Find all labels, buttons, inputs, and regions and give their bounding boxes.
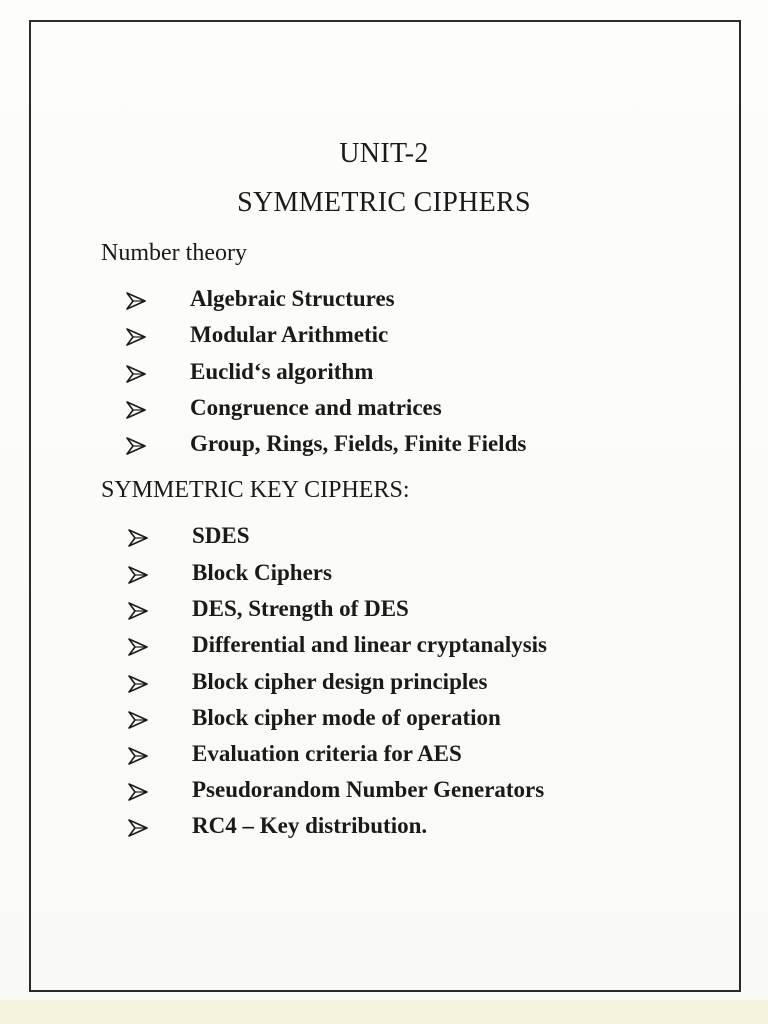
arrow-bullet-icon xyxy=(125,363,147,385)
arrow-bullet-icon xyxy=(127,709,149,731)
list-item xyxy=(0,560,700,594)
list-item xyxy=(0,669,700,703)
list-item xyxy=(0,632,700,666)
list-item xyxy=(0,431,700,465)
list-item xyxy=(0,523,700,557)
arrow-bullet-icon xyxy=(127,564,149,586)
arrow-bullet-icon xyxy=(127,781,149,803)
list-item xyxy=(0,777,700,811)
unit-title: UNIT-2 xyxy=(339,138,429,169)
list-item xyxy=(0,596,700,630)
arrow-bullet-icon xyxy=(127,673,149,695)
list-item-text: RC4 – Key distribution. xyxy=(192,813,428,838)
subject-title: SYMMETRIC CIPHERS xyxy=(237,187,531,218)
list-item-text: Congruence and matrices xyxy=(190,395,442,420)
list-item-text: DES, Strength of DES xyxy=(192,596,409,621)
list-item-text: Block cipher mode of operation xyxy=(192,705,501,730)
list-item xyxy=(0,286,700,320)
list-item-text: Block cipher design principles xyxy=(192,669,488,694)
list-item-text: Evaluation criteria for AES xyxy=(192,741,462,766)
list-item-text: Euclid‘s algorithm xyxy=(190,359,374,384)
arrow-bullet-icon xyxy=(125,326,147,348)
list-item-text: Block Ciphers xyxy=(192,560,332,585)
list-item xyxy=(0,705,700,739)
list-item-text: Group, Rings, Fields, Finite Fields xyxy=(190,431,527,456)
arrow-bullet-icon xyxy=(127,745,149,767)
arrow-bullet-icon xyxy=(125,290,147,312)
section-heading-number-theory: Number theory xyxy=(101,240,247,266)
arrow-bullet-icon xyxy=(125,399,147,421)
arrow-bullet-icon xyxy=(125,435,147,457)
arrow-bullet-icon xyxy=(127,600,149,622)
section-heading-symmetric-key-ciphers: SYMMETRIC KEY CIPHERS: xyxy=(101,477,410,503)
arrow-bullet-icon xyxy=(127,527,149,549)
list-item xyxy=(0,395,700,429)
list-item xyxy=(0,359,700,393)
list-item xyxy=(0,813,700,847)
list-item-text: Algebraic Structures xyxy=(190,286,395,311)
scan-bottom-edge xyxy=(0,1000,768,1024)
list-item-text: Modular Arithmetic xyxy=(190,322,389,347)
list-item-text: Pseudorandom Number Generators xyxy=(192,777,545,802)
list-item xyxy=(0,322,700,356)
list-item-text: Differential and linear cryptanalysis xyxy=(192,632,548,657)
arrow-bullet-icon xyxy=(127,636,149,658)
list-item-text: SDES xyxy=(192,523,250,548)
list-item xyxy=(0,741,700,775)
arrow-bullet-icon xyxy=(127,817,149,839)
